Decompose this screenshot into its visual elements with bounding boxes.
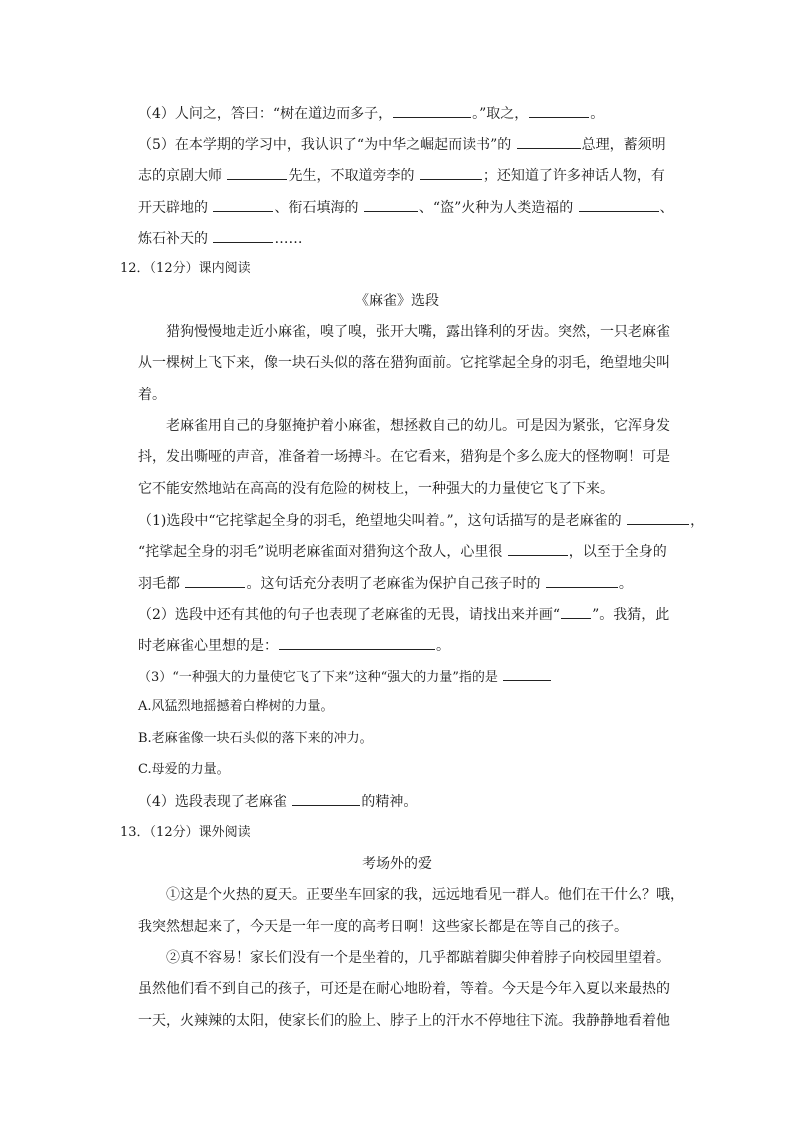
answer-blank[interactable]	[364, 197, 418, 212]
q12-s1-line3: 羽毛都 。这句话充分表明了老麻雀为保护自己孩子时的 。	[138, 573, 633, 594]
answer-blank[interactable]	[561, 604, 591, 619]
q12-p2-line3: 它不能安然地站在高高的没有危险的树枝上，一种强大的力量使它飞了下来。	[138, 481, 614, 497]
q13-p1-line2: 我突然想起来了，今天是一年一度的高考日啊！这些家长都是在等自己的孩子。	[138, 919, 628, 935]
answer-blank[interactable]	[503, 666, 551, 681]
answer-blank[interactable]	[420, 165, 482, 180]
q13-p2-line2: 虽然他们看不到自己的孩子，可还是在耐心地盼着，等着。今天是今年入夏以来最热的	[138, 981, 670, 997]
q12-s1-line1: （1)选段中“它挓挲起全身的羽毛，绝望地尖叫着。”，这句话描写的是老麻雀的 ，	[138, 510, 704, 531]
answer-blank[interactable]	[579, 197, 659, 212]
q12-p1-line1: 猎狗慢慢地走近小麻雀，嗅了嗅，张开大嘴，露出锋利的牙齿。突然，一只老麻雀	[166, 324, 670, 340]
q11-item5-line2: 志的京剧大师 先生，不取道旁李的 ；还知道了许多神话人物，有	[138, 165, 665, 186]
answer-blank[interactable]	[213, 228, 273, 243]
answer-blank[interactable]	[185, 573, 245, 588]
q12-s2-line2: 时老麻雀心里想的是： 。	[138, 635, 450, 656]
answer-blank[interactable]	[508, 541, 568, 556]
q11-item5-line4: 炼石补天的 ……	[138, 228, 302, 249]
answer-blank[interactable]	[529, 103, 589, 118]
q12-s4: （4）选段表现了老麻雀 的精神。	[138, 791, 417, 812]
answer-blank[interactable]	[517, 134, 581, 149]
q12-s2-line1: （2）选段中还有其他的句子也表现了老麻雀的无畏，请找出来并画“ ”。我猜，此	[138, 604, 669, 625]
q11-item4: （4）人问之，答曰：“树在道边而多子， 。”取之， 。	[138, 103, 604, 124]
q12-p2-line2: 抖，发出嘶哑的声音，准备着一场搏斗。在它看来，猎狗是个多么庞大的怪物啊！可是	[138, 449, 670, 465]
q12-title: 《麻雀》选段	[355, 293, 439, 309]
q13-title: 考场外的爱	[362, 856, 432, 872]
q12-s3: （3）“一种强大的力量使它飞了下来”这种“强大的力量”指的是	[138, 666, 552, 688]
q13-p2-line3: 一天，火辣辣的太阳，使家长们的脸上、脖子上的汗水不停地往下流。我静静地看着他	[138, 1013, 670, 1029]
answer-blank[interactable]	[393, 103, 471, 118]
answer-blank[interactable]	[227, 165, 287, 180]
q11-item5-line3: 开天辟地的 、衔石填海的 、“盗”火种为人类造福的 、	[138, 197, 674, 218]
answer-blank[interactable]	[213, 197, 273, 212]
q12-p2-line1: 老麻雀用自己的身躯掩护着小麻雀，想拯救自己的幼儿。可是因为紧张，它浑身发	[166, 418, 670, 434]
answer-blank[interactable]	[546, 573, 618, 588]
q13-heading: 13．（12分）课外阅读	[120, 825, 251, 840]
option-a[interactable]: A.风猛烈地摇撼着白桦树的力量。	[138, 699, 334, 714]
answer-blank[interactable]	[292, 791, 360, 806]
q13-p2-line1: ②真不容易！家长们没有一个是坐着的，几乎都踮着脚尖伸着脖子向校园里望着。	[166, 950, 670, 966]
option-b[interactable]: B.老麻雀像一块石头似的落下来的冲力。	[138, 731, 373, 746]
q12-heading: 12．（12分）课内阅读	[120, 261, 251, 276]
answer-blank[interactable]	[627, 510, 689, 525]
q12-p1-line3: 着。	[138, 387, 166, 403]
q11-item5-line1: （5）在本学期的学习中，我认识了“为中华之崛起而读书”的 总理，蓄须明	[138, 134, 666, 155]
q13-p1-line1: ①这是个火热的夏天。正要坐车回家的我，远远地看见一群人。他们在干什么？哦，	[166, 887, 684, 903]
answer-blank[interactable]	[279, 635, 435, 650]
q12-p1-line2: 从一棵树上飞下来，像一块石头似的落在猎狗面前。它挓挲起全身的羽毛，绝望地尖叫	[138, 355, 670, 371]
option-c[interactable]: C.母爱的力量。	[138, 762, 230, 777]
q12-s1-line2: “挓挲起全身的羽毛”说明老麻雀面对猎狗这个敌人，心里很 ，以至于全身的	[138, 541, 667, 562]
